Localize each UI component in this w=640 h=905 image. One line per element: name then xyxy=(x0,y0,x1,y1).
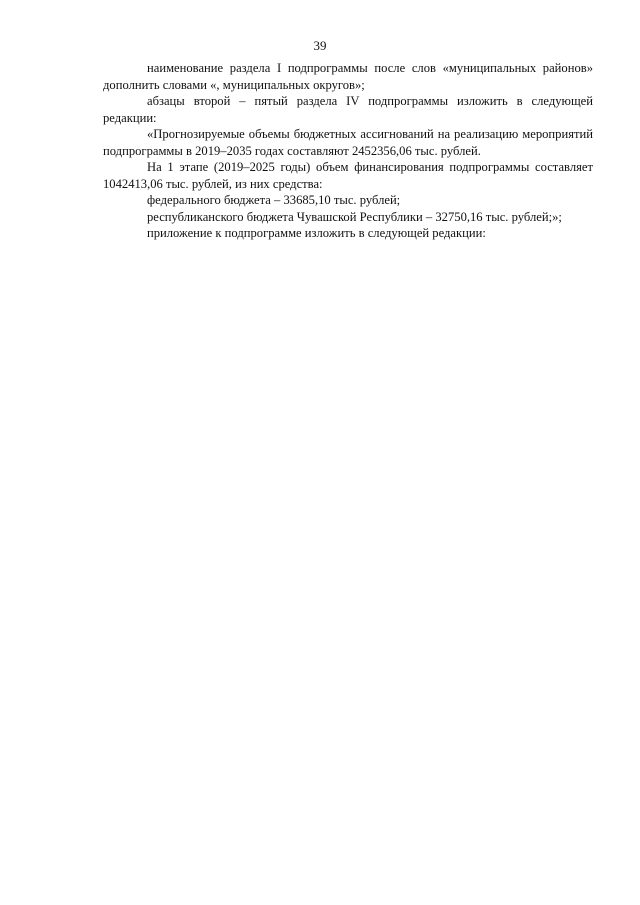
paragraph-appendix-note: приложение к подпрограмме изложить в следующей редакции: xyxy=(147,226,486,240)
document-body xyxy=(103,60,593,242)
paragraph-federal-budget: федерального бюджета – 33685,10 тыс. рублей; xyxy=(147,193,401,207)
paragraph-republican-budget: республиканского бюджета Чувашской Республики – 32750,16 тыс. рублей;»; xyxy=(147,209,562,224)
paragraph-forecast-volume: «Прогнозируемые объемы бюджетных ассигнований на реализацию мероприятий подпрограммы в 2019–2035 годах составляют 2452356,06 тыс. рублей. xyxy=(103,127,593,158)
paragraph-stage-one-financing: На 1 этапе (2019–2025 годы) объем финансирования подпрограммы составляет 1042413,06 тыс. рублей, из них средства: xyxy=(103,160,593,191)
paragraph-section-title-amendment: наименование раздела I подпрограммы после слов «муниципальных районов» дополнить словами «, муниципальных округов»; xyxy=(103,61,593,92)
page-number: 39 xyxy=(313,38,327,53)
paragraph-section-iv-intro: абзацы второй – пятый раздела IV подпрограммы изложить в следующей редакции: xyxy=(103,94,593,125)
